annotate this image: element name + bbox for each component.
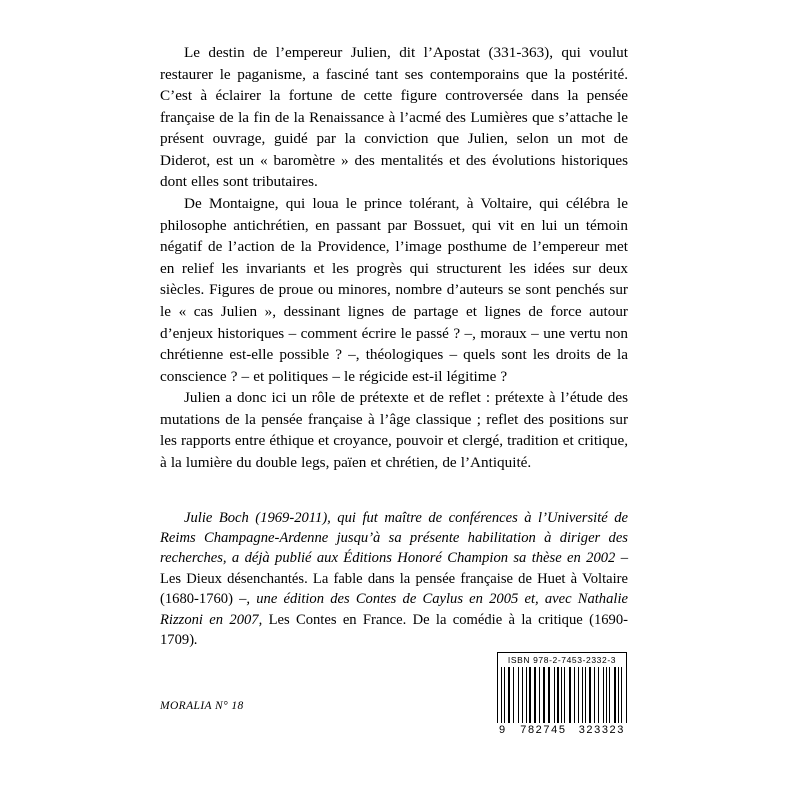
author-bio-title-2: Les Contes en France. De la comédie à la critique (1690-1709) (160, 611, 628, 649)
barcode-digits (497, 723, 627, 736)
barcode-digit-group-2: 323323 (578, 724, 625, 736)
author-bio-segment-1: Julie Boch (1969-2011), qui fut maître de conférences à l’Université de Reims Champagne-Ardenne jusqu’à sa présente habilitation à diriger des recherches, a déjà publié aux Éditions Honoré Champion sa thèse en 2002 – (160, 509, 628, 567)
paragraph-3: Julien a donc ici un rôle de prétexte et de reflet : prétexte à l’étude des mutations de la pensée française à l’âge classique ; reflet des positions sur les rapports entre éthique et croyance, pouvoir et clergé, tradition et critique, à la lumière du double legs, païen et chrétien, de l’Antiquité. (160, 389, 628, 471)
barcode (497, 652, 627, 736)
barcode-digit-group-1: 782745 (520, 724, 567, 736)
barcode-lead-digit: 9 (499, 724, 506, 736)
barcode-bars (497, 667, 627, 723)
author-biography (160, 508, 628, 651)
paragraph-1: Le destin de l’empereur Julien, dit l’Apostat (331-363), qui voulut restaurer le paganisme, a fasciné tant ses contemporains que la postérité. C’est à éclairer la fortune de cette figure controversée dans la pensée française de la fin de la Renaissance à l’acmé des Lumières que s’attache le présent ouvrage, guidé par la conviction que Julien, selon un mot de Diderot, est un « baromètre » des mentalités et des évolutions historiques dont elles sont tributaires. (160, 44, 628, 191)
blurb-text-block (160, 42, 628, 665)
isbn-label: ISBN 978-2-7453-2332-3 (497, 652, 627, 667)
paragraph-2: De Montaigne, qui loua le prince tolérant, à Voltaire, qui célébra le philosophe antichrétien, en passant par Bossuet, qui vit en lui un témoin négatif de l’action de la Providence, l’image posthume de l’empereur met en relief les invariants et les progrès qui structurent les idées sur deux siècles. Figures de proue ou minores, nombre d’auteurs se sont penchés sur le « cas Julien », dessinant lignes de partage et lignes de force autour d’enjeux historiques – comment écrire le passé ? –, moraux – une vertu non chrétienne est-elle possible ? –, théologiques – quels sont les droits de la conscience ? – et politiques – le régicide est-il légitime ? (160, 195, 628, 385)
series-label: MORALIA N° 18 (160, 700, 244, 712)
author-bio-segment-3: . (194, 632, 198, 649)
author-bio-segment-2: –, une édition des Contes de Caylus en 2005 et, avec Nathalie Rizzoni en 2007, (160, 591, 628, 628)
author-bio-title-1: Les Dieux désenchantés. La fable dans la pensée française de Huet à Voltaire (1680-1760) (160, 570, 628, 608)
